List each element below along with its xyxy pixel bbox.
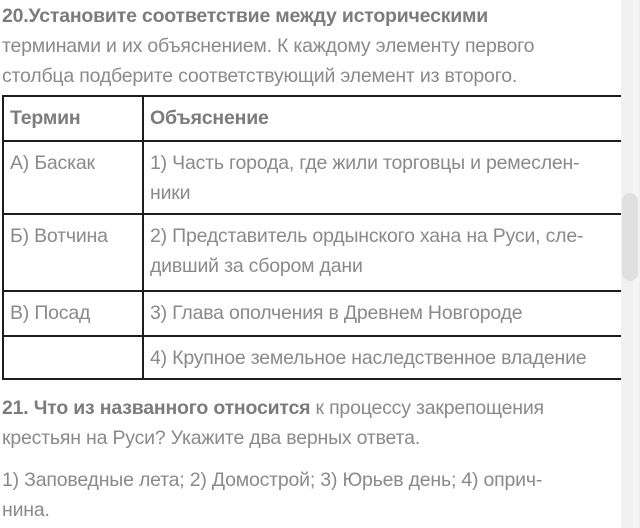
question-20-line-2: терминами и их объяснением. К каждому элементу первого [2, 35, 535, 57]
explanation-cell [143, 141, 623, 214]
term-cell: Б) Вотчина [3, 214, 143, 291]
term-cell: В) Посад [3, 291, 143, 336]
term-cell [3, 336, 143, 379]
question-21-rest: к процессу закрепощения [310, 397, 544, 419]
scrollbar-thumb[interactable] [622, 193, 638, 281]
match-table [2, 95, 624, 380]
table-header-explanation: Объяснение [143, 96, 623, 141]
table-row [3, 336, 623, 379]
table-row [3, 141, 623, 214]
explanation-cell [143, 291, 623, 336]
answer-options-line-2: нина. [2, 499, 50, 521]
answer-options-line-1: 1) Заповедные лета; 2) Домострой; 3) Юрьев день; 4) оприч- [2, 469, 543, 491]
question-21-bold: 21. Что из названного относится [2, 397, 311, 419]
explanation-cell [143, 336, 623, 379]
explanation-line: 2) Представитель ордынского хана на Руси, сле- [150, 225, 584, 247]
question-20-bold-line: 20.Установите соответствие между историческими [2, 5, 489, 27]
question-21-line-1 [2, 393, 622, 423]
vertical-scrollbar[interactable] [621, 0, 640, 528]
explanation-cell [143, 214, 623, 291]
table-row [3, 291, 623, 336]
question-21-line-2: крестьян на Руси? Укажите два верных ответа. [2, 427, 420, 449]
explanation-line: дивший за сбором дани [150, 255, 363, 277]
explanation-line: 1) Часть города, где жили торговцы и ремеслен- [150, 152, 580, 174]
question-20-line-3: столбца подберите соответствующий элемент из второго. [2, 65, 518, 87]
explanation-line: ники [150, 182, 191, 204]
table-header-term: Термин [3, 96, 143, 141]
table-row [3, 214, 623, 291]
explanation-line: 3) Глава ополчения в Древнем Новгороде [150, 302, 523, 324]
answer-options-text [2, 465, 622, 525]
table-header-row [3, 96, 623, 141]
question-20-text [2, 1, 622, 91]
term-cell: А) Баскак [3, 141, 143, 214]
question-21-text [2, 393, 622, 453]
explanation-line: 4) Крупное земельное наследственное владение [150, 347, 587, 369]
